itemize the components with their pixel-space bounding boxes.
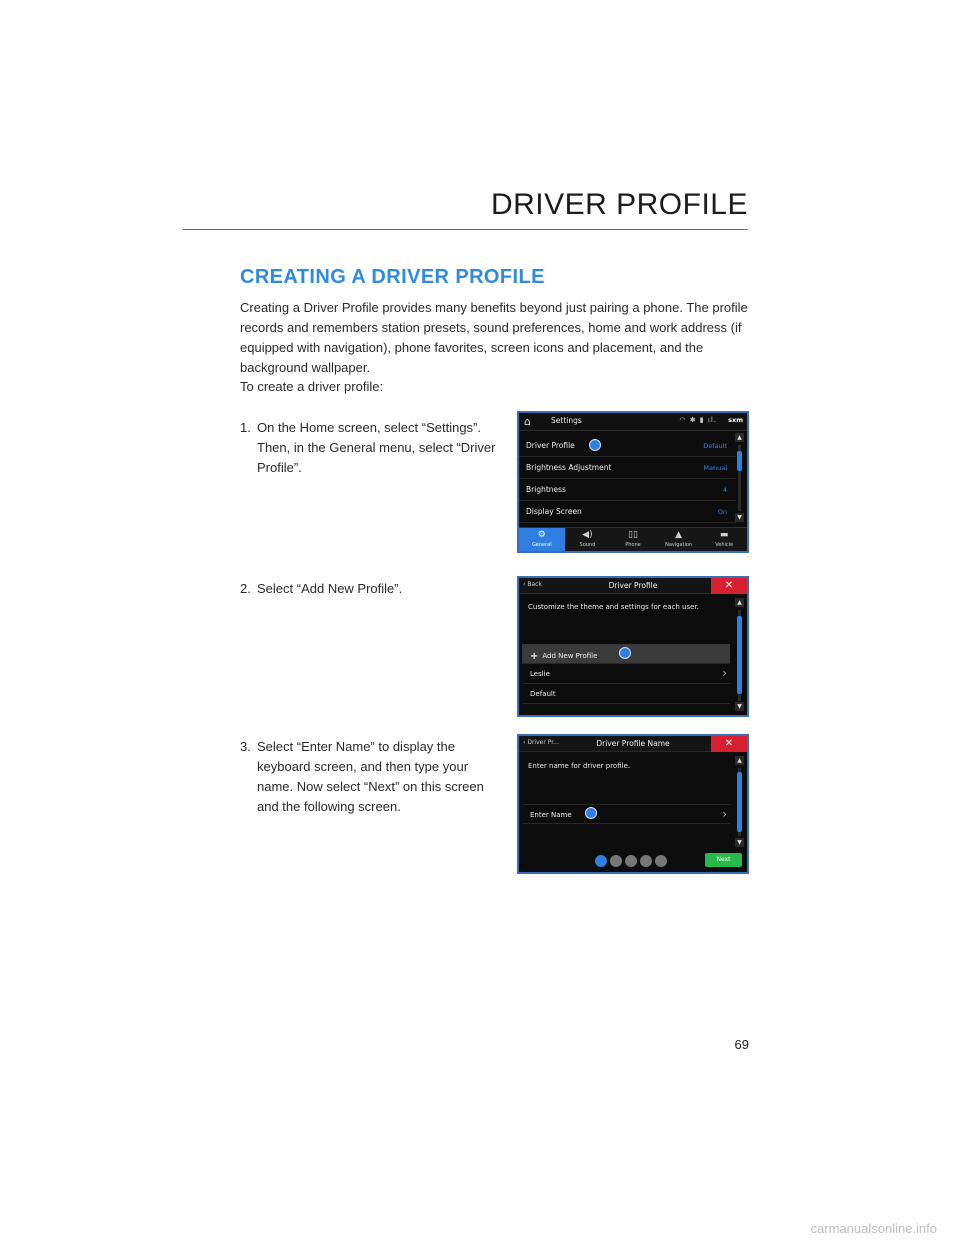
navigation-icon: ▲ bbox=[675, 530, 683, 540]
section-title: DRIVER PROFILE bbox=[490, 188, 748, 221]
settings-screen bbox=[517, 411, 749, 553]
close-icon: ✕ bbox=[724, 738, 734, 749]
step-number: 1. bbox=[240, 420, 251, 435]
list-label: Leslie bbox=[530, 670, 550, 678]
list-label: + Add New Profile bbox=[530, 651, 598, 662]
home-icon[interactable]: ⌂ bbox=[524, 415, 531, 428]
wifi-bluetooth-signal-icon: ◠ ✱ ▮ ıl. bbox=[679, 416, 717, 424]
step-text: Select “Add New Profile”. bbox=[257, 581, 403, 596]
step-text-continued: keyboard screen, and then type your name. Now select “Next” on this screen and the following screen. bbox=[257, 759, 484, 814]
scroll-thumb[interactable] bbox=[737, 451, 742, 471]
screen-title: Settings bbox=[551, 416, 582, 425]
tab-bar bbox=[519, 527, 747, 551]
car-icon: ▬ bbox=[719, 530, 729, 540]
back-label: Driver Pr... bbox=[527, 739, 559, 746]
list-item-default[interactable] bbox=[522, 684, 730, 704]
scrollbar[interactable] bbox=[735, 756, 744, 848]
lead-paragraph: To create a driver profile: bbox=[240, 379, 384, 394]
row-value: 4 bbox=[722, 486, 727, 494]
page-indicator bbox=[595, 855, 670, 867]
settings-row-driver-profile[interactable] bbox=[519, 435, 736, 457]
touch-marker bbox=[619, 647, 631, 659]
driver-profile-name-screen bbox=[517, 734, 749, 874]
step-2 bbox=[240, 579, 500, 599]
intro-paragraph: Creating a Driver Profile provides many benefits beyond just pairing a phone. The profile records and remembers station presets, sound preferences, home and work address (if equipped with navigation), phone favorites, screen icons and placement, and the background wallpaper. bbox=[240, 300, 748, 375]
tab-vehicle[interactable] bbox=[701, 528, 747, 551]
step-text: On the Home screen, select “Settings”. bbox=[257, 420, 481, 435]
scroll-thumb[interactable] bbox=[737, 616, 742, 694]
settings-row-brightness[interactable] bbox=[519, 479, 736, 501]
touch-marker bbox=[585, 807, 597, 819]
chevron-right-icon: › bbox=[722, 666, 727, 680]
chevron-left-icon: ‹ bbox=[523, 739, 526, 746]
scroll-up-icon[interactable]: ▲ bbox=[735, 433, 744, 442]
driver-profile-screen bbox=[517, 576, 749, 717]
sxm-logo: sxm bbox=[728, 416, 743, 424]
row-value: Default bbox=[703, 442, 727, 450]
page-dot bbox=[610, 855, 622, 867]
tab-general[interactable] bbox=[519, 528, 565, 551]
tab-label: Phone bbox=[625, 542, 641, 548]
settings-row-display-screen[interactable] bbox=[519, 501, 736, 523]
chevron-left-icon: ‹ bbox=[523, 581, 526, 588]
scroll-up-icon[interactable]: ▲ bbox=[735, 598, 744, 607]
row-value: On bbox=[717, 508, 727, 516]
plus-icon: + bbox=[530, 651, 539, 662]
list-label: Default bbox=[530, 690, 556, 698]
row-label: Driver Profile bbox=[526, 441, 575, 450]
phone-icon: ▯▯ bbox=[628, 530, 638, 540]
title-bar bbox=[519, 578, 747, 594]
step-text: Select “Enter Name” to display the bbox=[257, 739, 455, 754]
chevron-right-icon: › bbox=[722, 807, 727, 821]
tab-sound[interactable] bbox=[565, 528, 611, 551]
list-item-leslie[interactable] bbox=[522, 664, 730, 684]
close-icon: ✕ bbox=[724, 580, 734, 591]
enter-name-field[interactable] bbox=[522, 804, 730, 824]
page-dot-active bbox=[595, 855, 607, 867]
page-number: 69 bbox=[734, 1037, 749, 1052]
tab-label: Vehicle bbox=[715, 542, 734, 548]
row-label: Brightness Adjustment bbox=[526, 463, 612, 472]
speaker-icon: ◀) bbox=[582, 530, 593, 540]
status-bar bbox=[519, 413, 747, 431]
step-1 bbox=[240, 418, 500, 478]
page-heading: CREATING A DRIVER PROFILE bbox=[240, 266, 545, 288]
close-button[interactable] bbox=[711, 578, 747, 594]
tab-label: Sound bbox=[579, 542, 596, 548]
tab-navigation[interactable] bbox=[656, 528, 702, 551]
screen-title: Driver Profile Name bbox=[596, 739, 670, 748]
screen-title: Driver Profile bbox=[608, 581, 658, 590]
row-label: Brightness bbox=[526, 485, 566, 494]
scroll-down-icon[interactable]: ▼ bbox=[735, 513, 744, 522]
title-bar bbox=[519, 736, 747, 752]
tab-label: Navigation bbox=[665, 542, 693, 548]
scrollbar[interactable] bbox=[735, 433, 744, 525]
settings-row-brightness-adjustment[interactable] bbox=[519, 457, 736, 479]
row-value: Manual bbox=[703, 464, 727, 472]
page-dot bbox=[625, 855, 637, 867]
step-text-continued: Then, in the General menu, select “Driver Profile”. bbox=[257, 440, 496, 475]
page-dot bbox=[655, 855, 667, 867]
page-dot bbox=[640, 855, 652, 867]
next-button[interactable]: Next bbox=[705, 853, 742, 867]
screen-description: Customize the theme and settings for each user. bbox=[528, 603, 699, 611]
scrollbar[interactable] bbox=[735, 598, 744, 713]
field-label: Enter Name bbox=[530, 811, 572, 819]
gear-icon: ⚙ bbox=[537, 530, 546, 540]
header-rule bbox=[183, 229, 748, 230]
step-3 bbox=[240, 737, 500, 817]
close-button[interactable] bbox=[711, 736, 747, 752]
tab-label: General bbox=[531, 542, 552, 548]
scroll-down-icon[interactable]: ▼ bbox=[735, 838, 744, 847]
back-label: Back bbox=[527, 581, 542, 588]
watermark: carmanualsonline.info bbox=[810, 1221, 937, 1236]
touch-marker bbox=[589, 439, 601, 451]
step-number: 3. bbox=[240, 739, 251, 754]
row-label: Display Screen bbox=[526, 507, 582, 516]
scroll-down-icon[interactable]: ▼ bbox=[735, 702, 744, 711]
scroll-up-icon[interactable]: ▲ bbox=[735, 756, 744, 765]
step-number: 2. bbox=[240, 581, 251, 596]
tab-phone[interactable] bbox=[610, 528, 656, 551]
screen-description: Enter name for driver profile. bbox=[528, 762, 631, 770]
scroll-thumb[interactable] bbox=[737, 772, 742, 832]
